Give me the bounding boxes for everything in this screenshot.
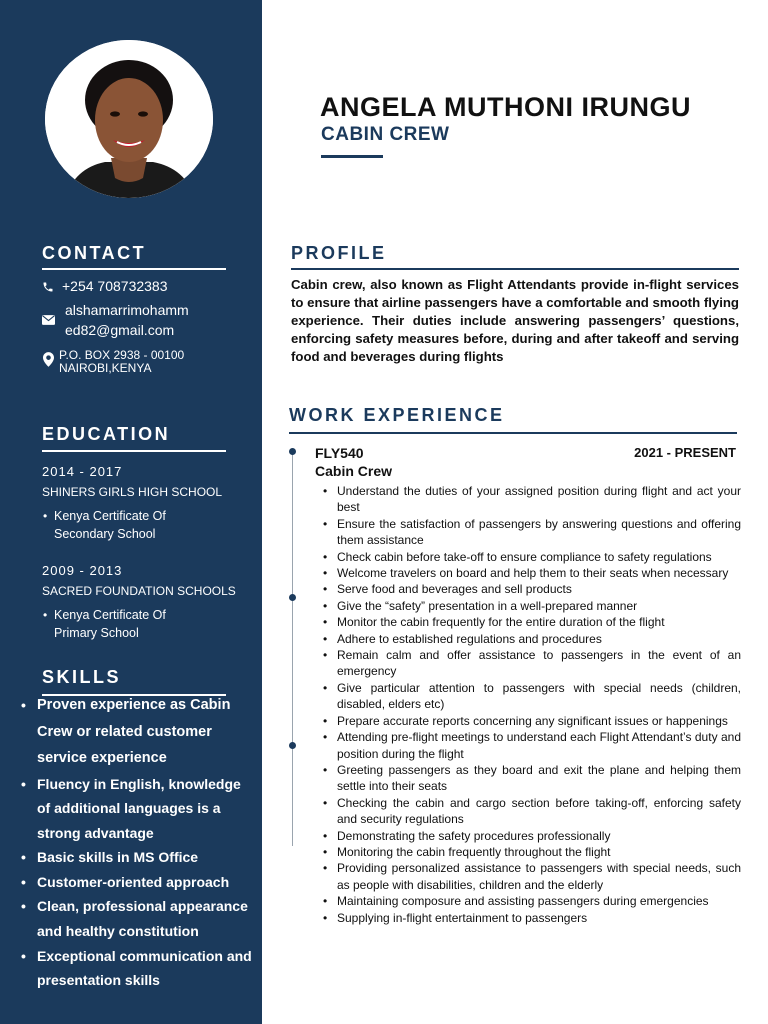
job-period: 2021 - PRESENT (634, 445, 736, 460)
education-heading: EDUCATION (42, 424, 171, 444)
duty-item: • Adhere to established regulations and procedures (337, 631, 741, 647)
duty-item: • Demonstrating the safety procedures professionally (337, 828, 741, 844)
duty-item: • Supplying in-flight entertainment to passengers (337, 910, 741, 926)
candidate-name: ANGELA MUTHONI IRUNGU (320, 92, 691, 122)
education-years: 2009 - 2013 (42, 563, 123, 578)
skill-item: • Fluency in English, knowledge of additional languages is a strong advantage (21, 772, 253, 846)
contact-divider (42, 268, 226, 270)
address: P.O. BOX 2938 - 00100 NAIROBI,KENYA (59, 348, 185, 375)
phone-number: +254 708732383 (62, 278, 168, 294)
duty-item: • Greeting passengers as they board and exit the plane and helping them settle into their seats (337, 762, 741, 795)
duty-item: • Providing personalized assistance to passengers with special needs, such as people with disabilities, children and the elderly (337, 860, 741, 893)
portrait-image (45, 40, 213, 198)
profile-text: Cabin crew, also known as Flight Attendants provide in-flight services to ensure that airline passengers have a comfortable and smooth flying experience. Their duties include answering passengers’ questions, enforcing safety measures before, during and after takeoff and serving food and beverages during flights (291, 277, 739, 364)
contact-phone (40, 276, 168, 296)
education-entry (42, 463, 257, 543)
duty-item: • Check cabin before take-off to ensure compliance to safety regulations (337, 549, 741, 565)
duty-item: • Remain calm and offer assistance to passengers in the event of an emergency (337, 647, 741, 680)
duty-item: • Ensure the satisfaction of passengers by answering questions and offering them assistance (337, 516, 741, 549)
duty-item: • Prepare accurate reports concerning any significant issues or happenings (337, 713, 741, 729)
sidebar (0, 0, 262, 1024)
skill-item: • Basic skills in MS Office (21, 845, 253, 870)
duty-item: • Serve food and beverages and sell products (337, 581, 741, 597)
education-divider (42, 450, 226, 452)
timeline-dot (289, 594, 296, 601)
duty-item: • Understand the duties of your assigned position during flight and act your best (337, 483, 741, 516)
education-entry (42, 562, 257, 642)
phone-icon (40, 276, 56, 293)
education-school: SHINERS GIRLS HIGH SCHOOL (42, 485, 223, 499)
timeline-dot (289, 742, 296, 749)
job-title: Cabin Crew (315, 463, 393, 479)
duty-item: • Attending pre-flight meetings to understand each Flight Attendant’s duty and position during the flight (337, 729, 741, 762)
email-address: alshamarrimohamm ed82@gmail.com (65, 302, 189, 338)
duty-item: • Monitor the cabin frequently for the entire duration of the flight (337, 614, 741, 630)
timeline-line (292, 452, 293, 846)
duty-item: • Maintaining composure and assisting passengers during emergencies (337, 893, 741, 909)
duty-item: • Checking the cabin and cargo section before taking-off, enforcing safety and security regulations (337, 795, 741, 828)
education-years: 2014 - 2017 (42, 464, 123, 479)
skill-item: • Customer-oriented approach (21, 870, 253, 895)
timeline-dot (289, 448, 296, 455)
skill-item: • Proven experience as Cabin Crew or related customer service experience (21, 692, 253, 772)
duty-item: • Welcome travelers on board and help them to their seats when necessary (337, 565, 741, 581)
job-duties-list (337, 483, 741, 926)
contact-email (40, 300, 189, 340)
job-company: FLY540 (315, 445, 364, 461)
role-underline (321, 155, 383, 158)
work-experience-divider (289, 432, 737, 434)
contact-address (40, 349, 184, 375)
education-certificate: • Kenya Certificate Of Primary School (54, 606, 257, 642)
mail-icon (40, 300, 56, 325)
education-school: SACRED FOUNDATION SCHOOLS (42, 584, 236, 598)
skill-item: • Exceptional communication and presentation skills (21, 944, 253, 993)
work-experience-heading: WORK EXPERIENCE (289, 405, 505, 425)
profile-heading: PROFILE (291, 243, 387, 263)
duty-item: • Monitoring the cabin frequently throughout the flight (337, 844, 741, 860)
contact-heading: CONTACT (42, 243, 147, 263)
duty-item: • Give the “safety” presentation in a well-prepared manner (337, 598, 741, 614)
skills-heading: SKILLS (42, 667, 122, 687)
profile-divider (291, 268, 739, 270)
profile-photo (45, 40, 213, 198)
duty-item: • Give particular attention to passengers with special needs (children, disabled, elders etc) (337, 680, 741, 713)
skill-item: • Clean, professional appearance and healthy constitution (21, 894, 253, 943)
skills-list (21, 692, 253, 993)
education-certificate: • Kenya Certificate Of Secondary School (54, 507, 257, 543)
location-pin-icon (40, 349, 56, 367)
candidate-role: CABIN CREW (321, 124, 450, 145)
